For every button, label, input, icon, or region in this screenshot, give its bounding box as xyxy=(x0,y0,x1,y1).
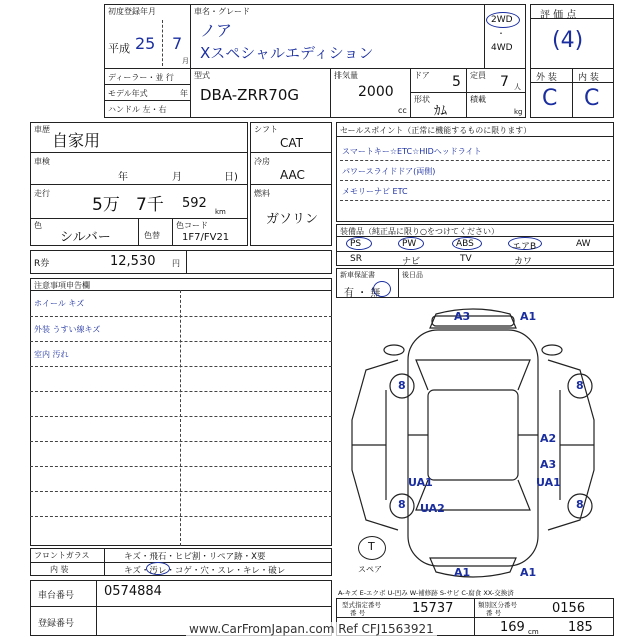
damage-mark: A1 xyxy=(520,566,537,579)
first-reg-label: 初度登録年月 xyxy=(108,7,156,16)
spare-label: スペア xyxy=(358,565,382,574)
exterior-grade: C xyxy=(542,86,558,111)
drive-2wd: 2WD xyxy=(491,15,513,25)
damage-mark: 8 xyxy=(398,379,406,392)
type-value: DBA-ZRR70G xyxy=(200,86,300,104)
type-spec-value: 15737 xyxy=(412,601,454,616)
r-ken-label: R券 xyxy=(34,259,50,269)
handle-label: ハンドル 左・右 xyxy=(108,105,167,114)
height-value: 185 xyxy=(568,620,593,635)
front-glass-label: フロントガラス xyxy=(34,551,90,560)
warranty-none-circle xyxy=(373,281,391,297)
reg-year: 25 xyxy=(135,34,156,53)
interior-label: 内 装 xyxy=(578,73,599,83)
shape-value: ｶﾑ xyxy=(434,104,447,119)
class-sub: 番 号 xyxy=(486,609,502,617)
inspection-month: 月 xyxy=(172,172,182,183)
fuel-label: 燃料 xyxy=(254,189,270,198)
equipment-title: 装備品（純正品に限り○をつけてください） xyxy=(340,227,499,236)
mileage-man: 5万 xyxy=(92,195,120,215)
drive-dot: ・ xyxy=(497,29,505,38)
drive-4wd: 4WD xyxy=(491,43,513,53)
color-code-label: 色コード xyxy=(176,221,208,230)
damage-mark: 8 xyxy=(576,498,584,511)
damage-mark: A3 xyxy=(454,310,471,323)
loading-label: 積載 xyxy=(470,95,486,104)
aircon-value: AAC xyxy=(280,168,305,182)
color-label: 色 xyxy=(34,221,42,230)
reg-number-label: 登録番号 xyxy=(38,619,75,629)
equip-pw: PW xyxy=(402,239,417,249)
door-label: ドア xyxy=(414,71,430,80)
damage-mark: A1 xyxy=(520,310,537,323)
equip-abs: ABS xyxy=(456,239,474,249)
damage-legend: A-キズ E-エクボ U-凹み W-補修跡 S-サビ C-腐食 XX-交換済 xyxy=(338,589,514,597)
interior-grade: C xyxy=(584,86,600,111)
cc-unit: cc xyxy=(398,106,407,115)
month-unit: 月 xyxy=(182,57,189,65)
reg-month: 7 xyxy=(172,34,183,53)
warranty-label: 新車保証書 xyxy=(340,271,375,279)
other-label: 後日品 xyxy=(402,271,423,279)
mileage-label: 走行 xyxy=(34,189,50,198)
era-label: 平成 xyxy=(108,42,130,55)
damage-mark: A3 xyxy=(540,458,557,471)
notes-box xyxy=(30,278,332,546)
mileage-rest: 592 xyxy=(182,196,207,211)
type-spec-sub: 番 号 xyxy=(350,609,366,617)
car-name-label: 車名・グレード xyxy=(194,7,250,16)
shift-label: シフト xyxy=(254,125,278,134)
capacity-unit: 人 xyxy=(514,83,521,91)
inspection-day: 日) xyxy=(224,172,238,183)
equip-ps: PS xyxy=(350,239,362,249)
model-year-unit: 年 xyxy=(180,89,188,98)
sales-item: メモリーナビ ETC xyxy=(342,187,408,196)
front-glass-options: キズ・飛石・ヒビ割・リペア跡・X要 xyxy=(124,552,266,562)
type-label: 型式 xyxy=(194,71,210,80)
note-item: 室内 汚れ xyxy=(34,350,69,359)
damage-mark: A2 xyxy=(540,432,557,445)
sales-item: スマートキー☆ETC☆HIDヘッドライト xyxy=(342,147,482,156)
damage-mark: A1 xyxy=(454,566,471,579)
damage-mark: UA2 xyxy=(420,502,445,515)
inspection-year: 年 xyxy=(118,172,128,183)
equip-sr: SR xyxy=(350,254,362,264)
note-item: ホイール キズ xyxy=(34,299,85,308)
inspection-label: 車検 xyxy=(34,157,50,166)
color-code-value: 1F7/FV21 xyxy=(182,232,230,243)
chassis-value: 0574884 xyxy=(104,584,162,599)
shape-label: 形状 xyxy=(414,95,430,104)
spare-t-label: T xyxy=(368,540,375,553)
kg-unit: kg xyxy=(514,108,523,116)
km-unit: km xyxy=(215,208,226,216)
car-grade: Xスペシャルエディション xyxy=(200,44,374,62)
equip-leather: カワ xyxy=(514,257,533,267)
r-ken-unit: 円 xyxy=(172,259,180,268)
door-value: 5 xyxy=(452,74,461,90)
watermark-text: www.CarFromJapan.com Ref CFJ1563921 xyxy=(186,622,437,636)
capacity-label: 定員 xyxy=(470,71,486,80)
color-change-label: 色替 xyxy=(144,231,160,240)
equip-aw: AW xyxy=(576,239,591,249)
sales-item: パワースライドドア(両側) xyxy=(342,167,436,176)
sales-point-title: セールスポイント（正常に機能するものに限ります） xyxy=(340,126,532,135)
capacity-value: 7 xyxy=(500,74,509,90)
r-ken-box xyxy=(30,250,332,274)
eval-label: 評 価 点 xyxy=(540,10,577,21)
class-value: 0156 xyxy=(552,601,586,616)
aircon-label: 冷房 xyxy=(254,157,270,166)
displacement-label: 排気量 xyxy=(334,71,358,80)
equip-airbag: エアB xyxy=(512,242,537,252)
damage-mark: 8 xyxy=(398,498,406,511)
car-name: ノア xyxy=(200,21,233,40)
use-value: 自家用 xyxy=(52,131,101,150)
notes-title: 注意事項申告欄 xyxy=(34,281,90,290)
warranty-value: 有 ・ 無 xyxy=(344,288,381,299)
exterior-label: 外 装 xyxy=(536,73,557,83)
interior-cond-label: 内 装 xyxy=(50,565,69,574)
eval-score: (4) xyxy=(552,28,584,53)
damage-mark: UA1 xyxy=(536,476,561,489)
interior-cond-options: キズ・汚レ・コゲ・穴・スレ・キレ・破レ xyxy=(124,566,286,576)
r-ken-value: 12,530 xyxy=(110,254,156,269)
type-spec-label: 型式指定番号 xyxy=(342,601,381,609)
shift-value: CAT xyxy=(280,136,303,150)
mileage-sen: 7千 xyxy=(136,195,164,215)
length-unit: cm xyxy=(528,628,539,636)
class-label: 類別区分番号 xyxy=(478,601,517,609)
damage-mark: UA1 xyxy=(408,476,433,489)
fuel-value: ガソリン xyxy=(266,212,319,227)
damage-mark: 8 xyxy=(576,379,584,392)
length-value: 169 xyxy=(500,620,525,635)
chassis-label: 車台番号 xyxy=(38,591,75,601)
dealer-label: ディーラー・並 行 xyxy=(108,73,174,82)
interior-dirt-circle xyxy=(146,562,170,575)
displacement-value: 2000 xyxy=(358,84,394,100)
equip-tv: TV xyxy=(460,254,472,264)
color-value: シルバー xyxy=(60,230,111,245)
model-year-label: モデル年式 xyxy=(108,89,148,98)
equip-navi: ナビ xyxy=(402,257,421,267)
use-label: 車歴 xyxy=(34,125,50,134)
note-item: 外装 うすい線キズ xyxy=(34,325,101,334)
